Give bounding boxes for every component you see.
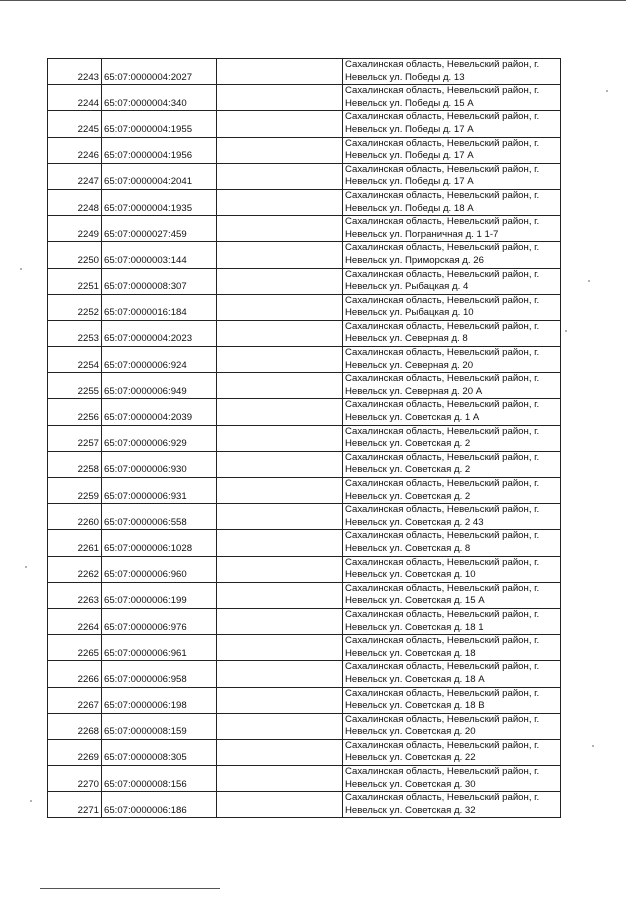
address-line-street: Невельск ул. Северная д. 20 — [345, 359, 474, 371]
table-row — [48, 687, 561, 713]
address-line-region: Сахалинская область, Невельский район, г. — [345, 504, 540, 516]
address-line-region: Сахалинская область, Невельский район, г. — [345, 189, 540, 201]
empty-cell — [217, 59, 343, 85]
row-number: 2261 — [48, 530, 102, 556]
address-line-street: Невельск ул. Победы д. 17 А — [345, 123, 474, 135]
empty-cell — [217, 373, 343, 399]
scan-speck — [30, 800, 32, 802]
address-line-street: Невельск ул. Советская д. 2 43 — [345, 516, 484, 528]
row-number: 2251 — [48, 268, 102, 294]
address-line-region: Сахалинская область, Невельский район, г. — [345, 635, 540, 647]
address-line-region: Сахалинская область, Невельский район, г. — [345, 242, 540, 254]
address-line-region: Сахалинская область, Невельский район, г. — [345, 163, 540, 175]
empty-cell — [217, 635, 343, 661]
address-line-region: Сахалинская область, Невельский район, г. — [345, 661, 540, 673]
address-line-region: Сахалинская область, Невельский район, г. — [345, 556, 540, 568]
empty-cell — [217, 111, 343, 137]
cadastral-number: 65:07:0000008:156 — [102, 766, 217, 792]
address-line-region: Сахалинская область, Невельский район, г. — [345, 399, 540, 411]
registry-table-body — [48, 59, 561, 818]
table-row — [48, 163, 561, 189]
address-cell — [343, 425, 561, 451]
address-line-region: Сахалинская область, Невельский район, г. — [345, 111, 540, 123]
cadastral-number: 65:07:0000006:1028 — [102, 530, 217, 556]
row-number: 2245 — [48, 111, 102, 137]
empty-cell — [217, 739, 343, 765]
empty-cell — [217, 320, 343, 346]
address-line-region: Сахалинская область, Невельский район, г. — [345, 713, 540, 725]
row-number: 2256 — [48, 399, 102, 425]
table-row — [48, 399, 561, 425]
address-line-region: Сахалинская область, Невельский район, г. — [345, 320, 540, 332]
address-cell — [343, 347, 561, 373]
row-number: 2258 — [48, 451, 102, 477]
table-row — [48, 373, 561, 399]
cadastral-number: 65:07:0000006:186 — [102, 792, 217, 818]
address-line-street: Невельск ул. Советская д. 2 — [345, 438, 471, 450]
empty-cell — [217, 582, 343, 608]
address-cell — [343, 85, 561, 111]
table-row — [48, 556, 561, 582]
address-cell — [343, 687, 561, 713]
row-number: 2249 — [48, 216, 102, 242]
address-line-region: Сахалинская область, Невельский район, г. — [345, 582, 540, 594]
cadastral-number: 65:07:0000006:924 — [102, 347, 217, 373]
address-line-street: Невельск ул. Рыбацкая д. 10 — [345, 307, 474, 319]
address-line-region: Сахалинская область, Невельский район, г. — [345, 85, 540, 97]
address-cell — [343, 216, 561, 242]
row-number: 2264 — [48, 608, 102, 634]
empty-cell — [217, 687, 343, 713]
address-line-region: Сахалинская область, Невельский район, г. — [345, 739, 540, 751]
table-row — [48, 85, 561, 111]
address-line-street: Невельск ул. Победы д. 17 А — [345, 150, 474, 162]
address-line-street: Невельск ул. Советская д. 15 А — [345, 595, 485, 607]
cadastral-number: 65:07:0000008:307 — [102, 268, 217, 294]
table-row — [48, 478, 561, 504]
address-cell — [343, 635, 561, 661]
address-cell — [343, 59, 561, 85]
table-row — [48, 661, 561, 687]
cadastral-number: 65:07:0000006:929 — [102, 425, 217, 451]
address-line-region: Сахалинская область, Невельский район, г. — [345, 216, 540, 228]
bottom-scan-edge — [40, 888, 220, 889]
cadastral-number: 65:07:0000006:199 — [102, 582, 217, 608]
address-line-region: Сахалинская область, Невельский район, г. — [345, 137, 540, 149]
empty-cell — [217, 347, 343, 373]
cadastral-number: 65:07:0000006:198 — [102, 687, 217, 713]
address-line-region: Сахалинская область, Невельский район, г. — [345, 792, 540, 804]
address-line-region: Сахалинская область, Невельский район, г. — [345, 59, 540, 70]
address-line-street: Невельск ул. Советская д. 18 1 — [345, 621, 484, 633]
empty-cell — [217, 451, 343, 477]
empty-cell — [217, 530, 343, 556]
cadastral-number: 65:07:0000004:2023 — [102, 320, 217, 346]
table-row — [48, 294, 561, 320]
row-number: 2252 — [48, 294, 102, 320]
scan-speck — [20, 268, 22, 270]
cadastral-number: 65:07:0000004:1935 — [102, 189, 217, 215]
address-line-street: Невельск ул. Приморская д. 26 — [345, 254, 484, 266]
address-line-street: Невельск ул. Рыбацкая д. 4 — [345, 281, 469, 293]
address-cell — [343, 373, 561, 399]
table-row — [48, 739, 561, 765]
table-row — [48, 242, 561, 268]
address-cell — [343, 320, 561, 346]
address-cell — [343, 504, 561, 530]
table-row — [48, 766, 561, 792]
table-row — [48, 713, 561, 739]
address-cell — [343, 713, 561, 739]
scan-speck — [565, 330, 567, 332]
row-number: 2271 — [48, 792, 102, 818]
empty-cell — [217, 556, 343, 582]
row-number: 2254 — [48, 347, 102, 373]
row-number: 2262 — [48, 556, 102, 582]
empty-cell — [217, 163, 343, 189]
row-number: 2253 — [48, 320, 102, 346]
address-cell — [343, 451, 561, 477]
table-row — [48, 792, 561, 818]
address-cell — [343, 792, 561, 818]
address-line-street: Невельск ул. Победы д. 13 — [345, 71, 465, 83]
address-cell — [343, 556, 561, 582]
address-line-street: Невельск ул. Советская д. 1 А — [345, 412, 480, 424]
row-number: 2247 — [48, 163, 102, 189]
empty-cell — [217, 189, 343, 215]
cadastral-number: 65:07:0000003:144 — [102, 242, 217, 268]
row-number: 2265 — [48, 635, 102, 661]
empty-cell — [217, 137, 343, 163]
address-cell — [343, 608, 561, 634]
table-row — [48, 608, 561, 634]
address-cell — [343, 399, 561, 425]
address-cell — [343, 163, 561, 189]
address-cell — [343, 294, 561, 320]
address-line-region: Сахалинская область, Невельский район, г. — [345, 268, 540, 280]
address-cell — [343, 268, 561, 294]
address-cell — [343, 661, 561, 687]
address-line-region: Сахалинская область, Невельский район, г. — [345, 608, 540, 620]
address-line-street: Невельск ул. Победы д. 15 А — [345, 97, 474, 109]
scan-speck — [592, 745, 594, 747]
address-line-region: Сахалинская область, Невельский район, г. — [345, 687, 540, 699]
table-row — [48, 216, 561, 242]
address-line-street: Невельск ул. Советская д. 22 — [345, 752, 476, 764]
address-line-region: Сахалинская область, Невельский район, г. — [345, 766, 540, 778]
address-line-street: Невельск ул. Советская д. 10 — [345, 569, 476, 581]
empty-cell — [217, 85, 343, 111]
address-line-street: Невельск ул. Советская д. 2 — [345, 464, 471, 476]
address-cell — [343, 478, 561, 504]
empty-cell — [217, 242, 343, 268]
row-number: 2270 — [48, 766, 102, 792]
address-cell — [343, 242, 561, 268]
table-row — [48, 111, 561, 137]
row-number: 2263 — [48, 582, 102, 608]
cadastral-number: 65:07:0000004:2041 — [102, 163, 217, 189]
address-line-region: Сахалинская область, Невельский район, г. — [345, 373, 540, 385]
empty-cell — [217, 399, 343, 425]
address-line-region: Сахалинская область, Невельский район, г. — [345, 294, 540, 306]
cadastral-number: 65:07:0000006:930 — [102, 451, 217, 477]
scan-speck — [588, 280, 590, 282]
address-line-street: Невельск ул. Советская д. 18 В — [345, 700, 485, 712]
address-line-street: Невельск ул. Пограничная д. 1 1-7 — [345, 228, 499, 240]
table-row — [48, 582, 561, 608]
top-scan-edge — [0, 0, 626, 3]
cadastral-number: 65:07:0000008:159 — [102, 713, 217, 739]
empty-cell — [217, 294, 343, 320]
address-cell — [343, 137, 561, 163]
table-row — [48, 635, 561, 661]
table-row — [48, 347, 561, 373]
address-line-street: Невельск ул. Северная д. 8 — [345, 333, 468, 345]
cadastral-number: 65:07:0000004:340 — [102, 85, 217, 111]
row-number: 2259 — [48, 478, 102, 504]
cadastral-number: 65:07:0000006:558 — [102, 504, 217, 530]
empty-cell — [217, 425, 343, 451]
row-number: 2257 — [48, 425, 102, 451]
cadastral-number: 65:07:0000004:2027 — [102, 59, 217, 85]
scan-speck — [606, 90, 608, 92]
address-line-street: Невельск ул. Советская д. 32 — [345, 804, 476, 816]
row-number: 2244 — [48, 85, 102, 111]
address-cell — [343, 582, 561, 608]
empty-cell — [217, 216, 343, 242]
address-cell — [343, 189, 561, 215]
row-number: 2269 — [48, 739, 102, 765]
row-number: 2255 — [48, 373, 102, 399]
cadastral-number: 65:07:0000004:1956 — [102, 137, 217, 163]
address-cell — [343, 739, 561, 765]
address-line-region: Сахалинская область, Невельский район, г. — [345, 425, 540, 437]
address-line-region: Сахалинская область, Невельский район, г. — [345, 530, 540, 542]
property-registry-table — [47, 58, 561, 818]
row-number: 2248 — [48, 189, 102, 215]
address-line-street: Невельск ул. Победы д. 17 А — [345, 176, 474, 188]
empty-cell — [217, 713, 343, 739]
table-row — [48, 530, 561, 556]
cadastral-number: 65:07:0000006:949 — [102, 373, 217, 399]
empty-cell — [217, 268, 343, 294]
table-row — [48, 268, 561, 294]
cadastral-number: 65:07:0000016:184 — [102, 294, 217, 320]
cadastral-number: 65:07:0000027:459 — [102, 216, 217, 242]
address-line-street: Невельск ул. Советская д. 8 — [345, 542, 471, 554]
address-line-street: Невельск ул. Советская д. 20 — [345, 726, 476, 738]
empty-cell — [217, 766, 343, 792]
address-line-street: Невельск ул. Советская д. 18 А — [345, 673, 485, 685]
address-line-region: Сахалинская область, Невельский район, г. — [345, 478, 540, 489]
table-row — [48, 425, 561, 451]
address-line-street: Невельск ул. Советская д. 18 — [345, 647, 476, 659]
empty-cell — [217, 661, 343, 687]
address-line-street: Невельск ул. Победы д. 18 А — [345, 202, 474, 214]
address-line-street: Невельск ул. Советская д. 2 — [345, 490, 471, 502]
empty-cell — [217, 478, 343, 504]
address-line-region: Сахалинская область, Невельский район, г. — [345, 451, 540, 463]
table-row — [48, 451, 561, 477]
row-number: 2243 — [48, 59, 102, 85]
scan-speck — [25, 566, 27, 568]
address-cell — [343, 111, 561, 137]
cadastral-number: 65:07:0000008:305 — [102, 739, 217, 765]
cadastral-number: 65:07:0000006:960 — [102, 556, 217, 582]
cadastral-number: 65:07:0000004:2039 — [102, 399, 217, 425]
cadastral-number: 65:07:0000004:1955 — [102, 111, 217, 137]
table-row — [48, 504, 561, 530]
row-number: 2266 — [48, 661, 102, 687]
address-line-street: Невельск ул. Северная д. 20 А — [345, 385, 483, 397]
row-number: 2246 — [48, 137, 102, 163]
cadastral-number: 65:07:0000006:931 — [102, 478, 217, 504]
row-number: 2260 — [48, 504, 102, 530]
cadastral-number: 65:07:0000006:961 — [102, 635, 217, 661]
address-cell — [343, 766, 561, 792]
row-number: 2267 — [48, 687, 102, 713]
empty-cell — [217, 792, 343, 818]
address-line-region: Сахалинская область, Невельский район, г. — [345, 347, 540, 359]
cadastral-number: 65:07:0000006:976 — [102, 608, 217, 634]
table-row — [48, 59, 561, 85]
table-row — [48, 189, 561, 215]
table-row — [48, 137, 561, 163]
address-line-street: Невельск ул. Советская д. 30 — [345, 778, 476, 790]
cadastral-number: 65:07:0000006:958 — [102, 661, 217, 687]
empty-cell — [217, 504, 343, 530]
row-number: 2268 — [48, 713, 102, 739]
address-cell — [343, 530, 561, 556]
empty-cell — [217, 608, 343, 634]
row-number: 2250 — [48, 242, 102, 268]
table-row — [48, 320, 561, 346]
